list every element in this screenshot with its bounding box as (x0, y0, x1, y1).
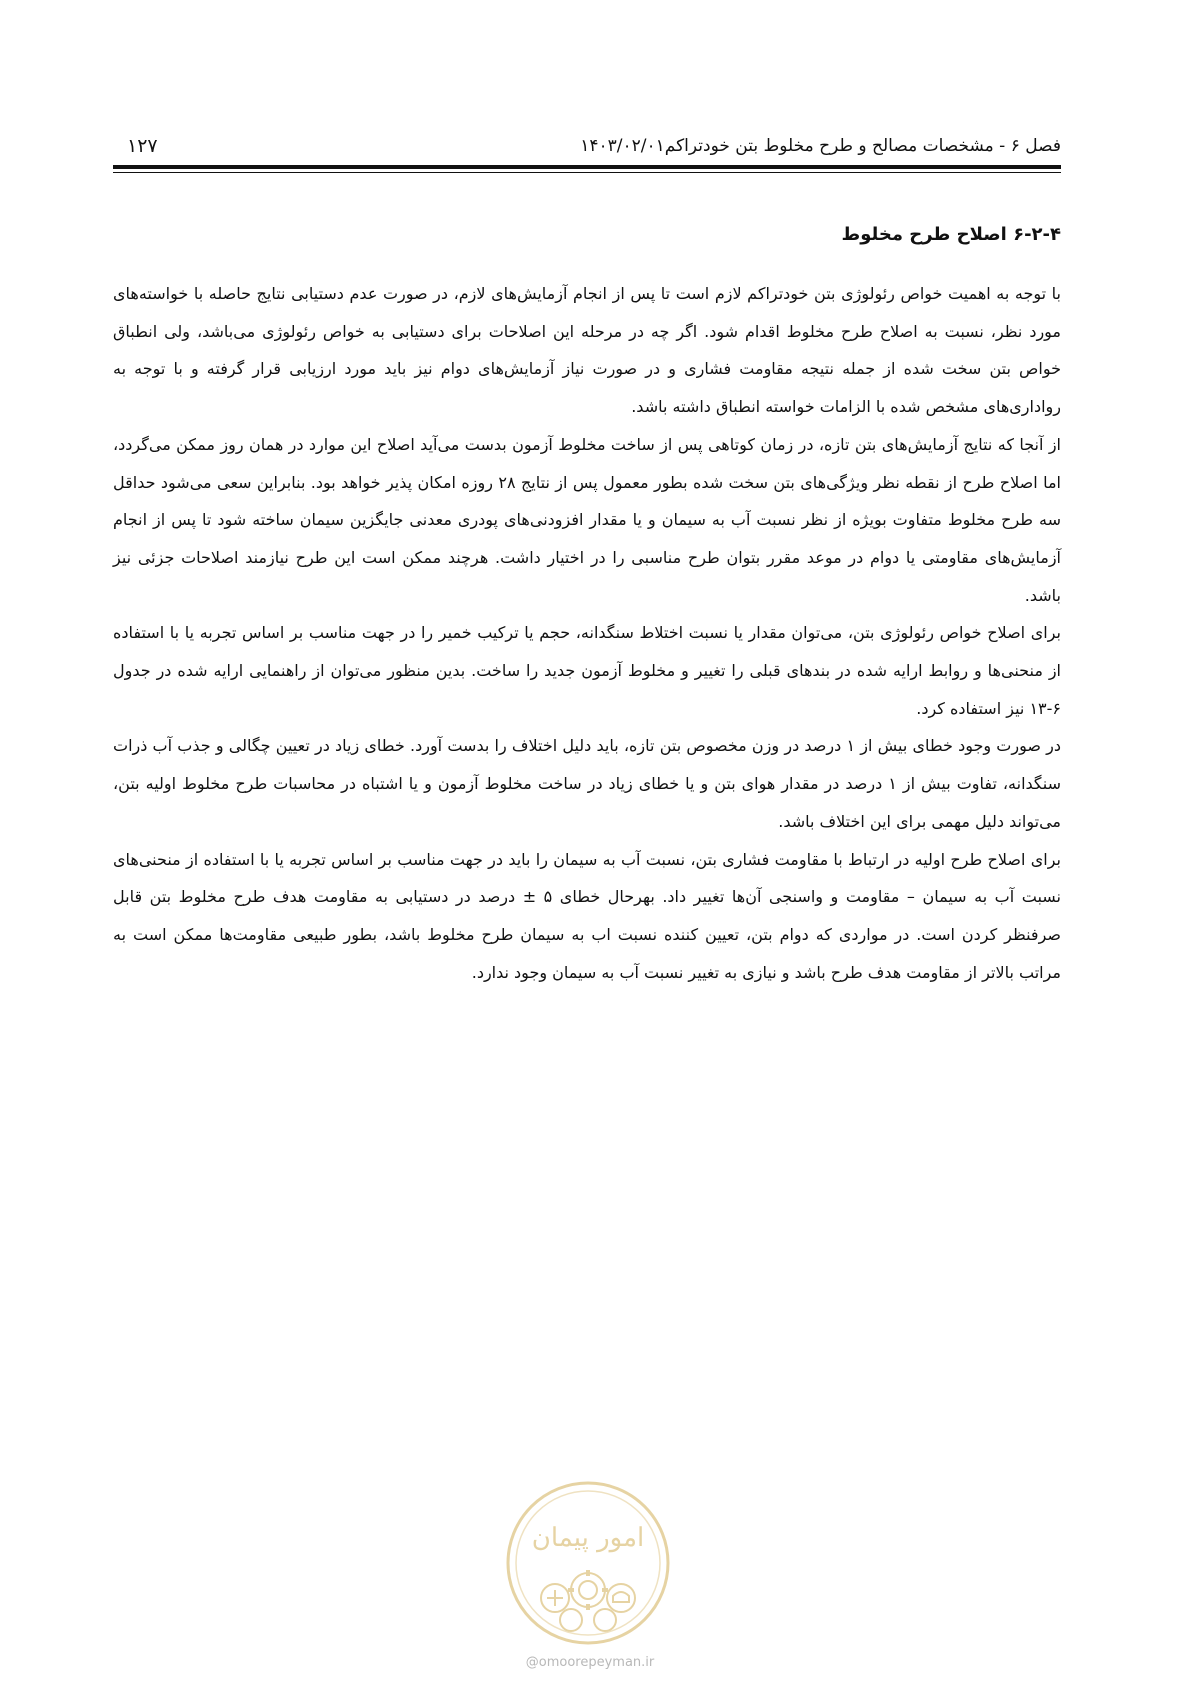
paragraph-2: از آنجا که نتایج آزمایش‌های بتن تازه، در زمان کوتاهی پس از ساخت مخلوط آزمون بدست می‌آید اصلاح این موارد در همان روز ممکن می‌گردد، اما اصلاح طرح از نقطه نظر ویژگی‌های بتن سخت شده بطور معمول پس از نتایج ۲۸ روزه امکان پذیر خواهد بود. بنابراین سعی می‌شود حداقل سه طرح مخلوط متفاوت بویژه از نظر نسبت آب به سیمان و یا مقدار افزودنی‌های پودری معدنی جایگزین سیمان ساخته شود تا پس از انجام آزمایش‌های مقاومتی یا دوام در موعد مقرر بتوان طرح مناسبی را در اختیار داشت. هرچند ممکن است این طرح نیازمند اصلاحات جزئی نیز باشد. (113, 434, 1062, 605)
page-number: ۱۲۷ (127, 135, 158, 157)
header-rule (113, 165, 1061, 169)
watermark-site: @omoorepeyman.ir (525, 1655, 655, 1670)
seal-text: امور پیمان (531, 1523, 645, 1553)
seal-watermark (503, 1478, 673, 1648)
paragraph-3: برای اصلاح خواص رئولوژی بتن، می‌توان مقدار یا نسبت اختلاط سنگدانه، حجم یا ترکیب خمیر را در جهت مناسب بر اساس تجربه یا با استفاده از منحنی‌ها و روابط ارایه شده در بندهای قبلی را تغییر و مخلوط آزمون جدید را ساخت. بدین منظور می‌توان از راهنمایی ارایه شده در جدول ۶-۱۳ نیز استفاده کرد. (113, 623, 1061, 718)
section-heading: ۶-۲-۴ اصلاح طرح مخلوط (841, 224, 1061, 245)
chapter-title: فصل ۶ - مشخصات مصالح و طرح مخلوط بتن خودتراکم۱۴۰۳/۰۲/۰۱ (580, 136, 1061, 156)
header-rule-thin (113, 172, 1061, 173)
paragraph-5: برای اصلاح طرح اولیه در ارتباط با مقاومت فشاری بتن، نسبت آب به سیمان را باید در جهت مناسب بر اساس تجربه یا با استفاده از منحنی‌های نسبت آب به سیمان – مقاومت و واسنجی آن‌ها تغییر داد. بهرحال خطای ۵ ± درصد در دستیابی به مقاومت هدف طرح مخلوط بتن قابل صرفنظر کردن است. در مواردی که دوام بتن، تعیین کننده نسبت اب به سیمان طرح مخلوط باشد، بطور طبیعی مقاومت‌ها ممکن است به مراتب بالاتر از مقاومت هدف طرح باشد و نیازی به تغییر نسبت آب به سیمان وجود ندارد. (113, 849, 1062, 982)
page-header (113, 128, 1061, 168)
paragraph-4: در صورت وجود خطای بیش از ۱ درصد در وزن مخصوص بتن تازه، باید دلیل اختلاف را بدست آورد. خطای زیاد در تعیین چگالی و جذب آب ذرات سنگدانه، تفاوت بیش از ۱ درصد در مقدار هوای بتن و یا خطای زیاد در ساخت مخلوط آزمون و یا اشتباه در محاسبات طرح مخلوط اولیه بتن، می‌تواند دلیل مهمی برای این اختلاف باشد. (113, 736, 1062, 831)
body-text (113, 275, 1061, 991)
paragraph-1: با توجه به اهمیت خواص رئولوژی بتن خودتراکم لازم است تا پس از انجام آزمایش‌های لازم، در صورت عدم دستیابی نتایج حاصله با خواسته‌های مورد نظر، نسبت به اصلاح طرح مخلوط اقدام شود. اگر چه در مرحله این اصلاحات برای دستیابی به خواص رئولوژی می‌باشد، ولی انطباق خواص بتن سخت شده از جمله نتیجه مقاومت فشاری و در صورت نیاز آزمایش‌های دوام نیز باید مورد ارزیابی قرار گرفته و با توجه به رواداری‌های مشخص شده با الزامات خواسته انطباق داشته باشد. (113, 284, 1061, 417)
